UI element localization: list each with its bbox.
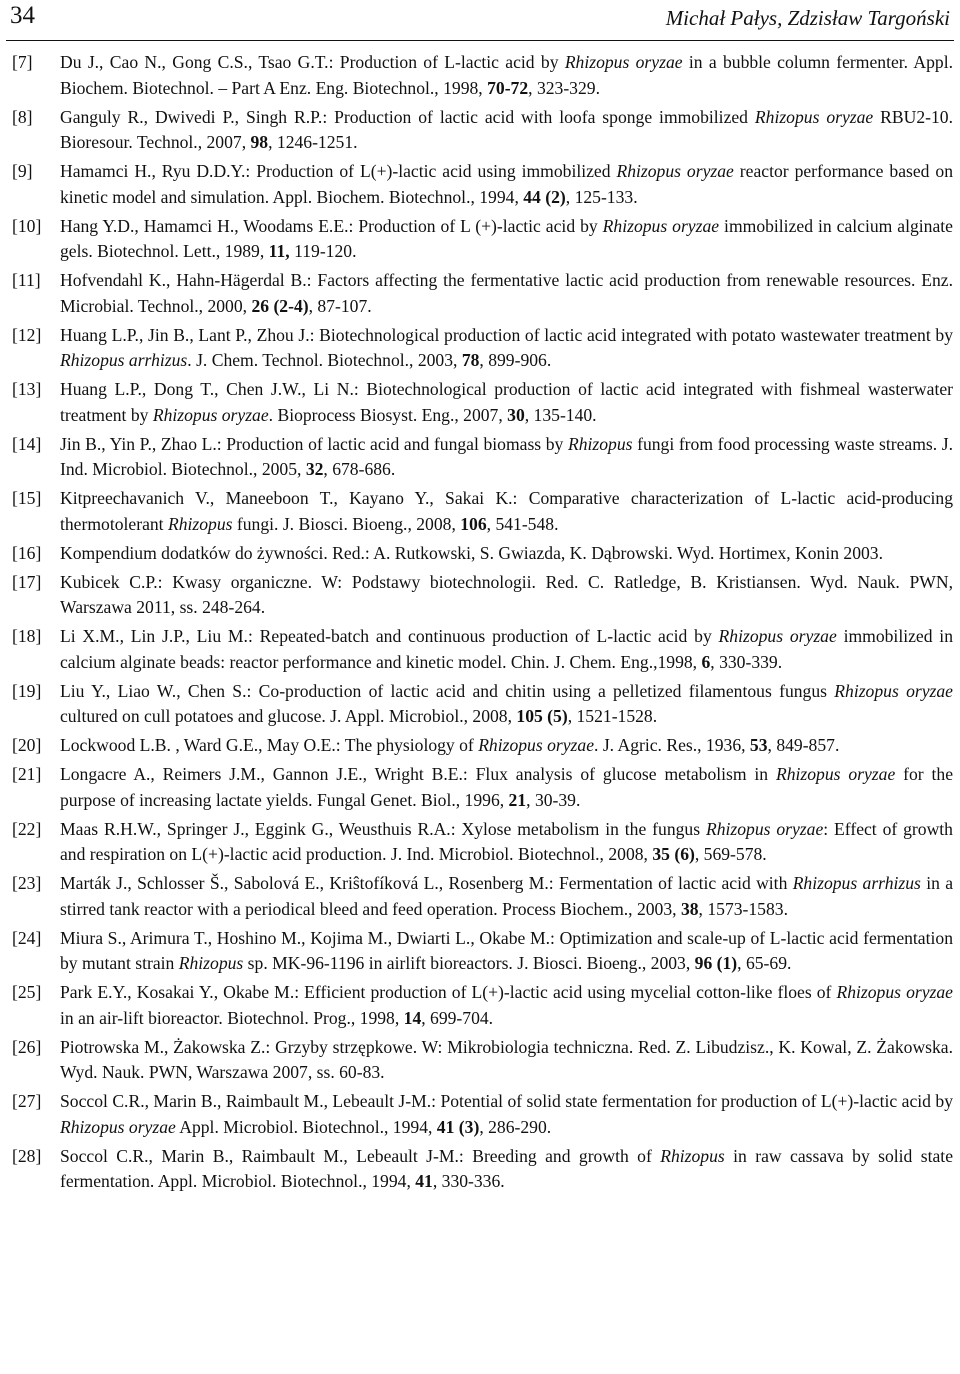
reference-item (12, 50, 953, 101)
reference-number: [7] (12, 52, 33, 72)
reference-text: reactor performance based on kinetic model and simulation. Appl. Biochem. Biotechnol., 1994, (60, 161, 953, 207)
reference-text: , 65-69. (737, 953, 792, 973)
reference-text: fungi from food processing waste streams. J. Ind. Microbiol. Biotechnol., 2005, (60, 433, 953, 479)
reference-text: Miura S., Arimura T., Hoshino M., Kojima M., Dwiarti L., Okabe M.: Optimization and scale-up of L-lactic acid fermentation by mutant strain (60, 927, 953, 973)
volume-number: 11, (268, 241, 290, 261)
reference-number: [22] (12, 818, 42, 839)
reference-text: Kubicek C.P.: Kwasy organiczne. W: Podstawy biotechnologii. Red. C. Ratledge, B. Kristiansen. Wyd. Nauk. PWN, Warszawa 2011, ss. 248-264. (60, 571, 953, 617)
reference-text: cultured on cull potatoes and glucose. J. Appl. Microbiol., 2008, (60, 706, 517, 726)
volume-number: 41 (415, 1171, 433, 1191)
reference-number: [19] (12, 680, 42, 701)
volume-number: 70-72 (487, 77, 529, 98)
reference-text: , 125-133. (565, 186, 638, 207)
species-name: Rhizopus arrhizus (60, 350, 188, 370)
reference-number: [13] (12, 379, 42, 399)
reference-text: Liu Y., Liao W., Chen S.: Co-production of lactic acid and chitin using a pelletized filamentous fungus (60, 680, 835, 701)
volume-number: 32 (305, 459, 324, 479)
reference-text: , 1246-1251. (268, 132, 358, 152)
reference-number: [26] (12, 1036, 42, 1057)
volume-number: 98 (250, 132, 269, 152)
reference-item (12, 214, 953, 265)
reference-text: Soccol C.R., Marin B., Raimbault M., Lebeault J-M.: Potential of solid state fermentation for production of L(+)-lactic acid by (60, 1091, 953, 1111)
reference-text: , 330-339. (710, 651, 783, 672)
reference-text: , 1573-1583. (698, 898, 788, 919)
running-head: Michał Pałys, Zdzisław Targoński (665, 6, 950, 30)
volume-number: 38 (680, 898, 699, 919)
reference-text: , 286-290. (479, 1116, 552, 1137)
reference-text: , 541-548. (486, 513, 559, 534)
reference-text: sp. MK-96-1196 in airlift bioreactors. J. Biosci. Bioeng., 2003, (243, 953, 695, 973)
volume-number: 53 (749, 735, 768, 755)
reference-text: Kompendium dodatków do żywności. Red.: A. Rutkowski, S. Gwiazda, K. Dąbrowski. Wyd. Hortimex, Konin 2003. (60, 542, 884, 563)
reference-text: in raw cassava by solid state fermentation. Appl. Microbiol. Biotechnol., 1994, (60, 1145, 953, 1191)
reference-item (12, 377, 953, 428)
page-header (0, 0, 960, 40)
reference-item (12, 323, 953, 374)
volume-number: 26 (2-4) (251, 295, 309, 316)
page-number: 34 (10, 2, 35, 29)
reference-item (12, 432, 953, 483)
reference-text: fungi. J. Biosci. Bioeng., 2008, (232, 513, 461, 534)
reference-number: [10] (12, 215, 42, 236)
species-name: Rhizopus (167, 513, 233, 534)
reference-number: [14] (12, 433, 42, 454)
reference-text: , 1521-1528. (567, 706, 658, 726)
reference-item (12, 733, 953, 759)
reference-item (12, 268, 953, 319)
reference-item (12, 541, 953, 567)
volume-number: 44 (2) (523, 186, 566, 207)
reference-text: Ganguly R., Dwivedi P., Singh R.P.: Production of lactic acid with loofa sponge immobilized (60, 106, 755, 127)
species-name: Rhizopus oryzae (705, 818, 824, 839)
volume-number: 96 (1) (694, 953, 738, 973)
reference-text: Du J., Cao N., Gong C.S., Tsao G.T.: Production of L-lactic acid by (60, 52, 565, 72)
volume-number: 21 (508, 789, 527, 810)
reference-text: Maas R.H.W., Springer J., Eggink G., Weusthuis R.A.: Xylose metabolism in the fungus (60, 818, 706, 839)
reference-number: [27] (12, 1091, 42, 1111)
volume-number: 6 (701, 651, 711, 672)
reference-text: Soccol C.R., Marin B., Raimbault M., Lebeault J-M.: Breeding and growth of (60, 1145, 661, 1166)
reference-text: immobilized in calcium alginate gels. Biotechnol. Lett., 1989, (60, 215, 953, 261)
species-name: Rhizopus oryzae (60, 1116, 176, 1137)
reference-item (12, 817, 953, 868)
reference-number: [9] (12, 161, 33, 181)
species-name: Rhizopus arrhizus (792, 873, 921, 893)
reference-text: Hang Y.D., Hamamci H., Woodams E.E.: Production of L (+)-lactic acid by (60, 215, 603, 236)
reference-text: , 699-704. (421, 1007, 494, 1028)
reference-text: Lockwood L.B. , Ward G.E., May O.E.: The physiology of (60, 735, 479, 755)
species-name: Rhizopus oryzae (478, 735, 595, 755)
species-name: Rhizopus oryzae (616, 161, 734, 181)
species-name: Rhizopus oryzae (718, 626, 837, 646)
reference-number: [25] (12, 982, 42, 1002)
reference-text: immobilized in calcium alginate beads: reactor performance and kinetic model. Chin. J. Chem. Eng.,1998, (60, 626, 953, 672)
reference-text: in a bubble column fermenter. Appl. Biochem. Biotechnol. – Part A Enz. Eng. Biotechnol., 1998, (60, 52, 953, 98)
species-name: Rhizopus (567, 433, 633, 454)
reference-text: , 30-39. (526, 789, 581, 810)
reference-item (12, 762, 953, 813)
reference-text: Longacre A., Reimers J.M., Gannon J.E., Wright B.E.: Flux analysis of glucose metabolism in (60, 764, 776, 784)
reference-item (12, 871, 953, 922)
volume-number: 41 (3) (436, 1116, 480, 1137)
reference-number: [15] (12, 488, 42, 508)
reference-text: Jin B., Yin P., Zhao L.: Production of lactic acid and fungal biomass by (60, 433, 568, 454)
reference-text: Huang L.P., Dong T., Chen J.W., Li N.: Biotechnological production of lactic acid integrated with fishmeal wasterwater treatment by (60, 379, 953, 425)
reference-number: [8] (12, 106, 33, 127)
reference-item (12, 624, 953, 675)
species-name: Rhizopus oryzae (152, 404, 269, 425)
reference-number: [18] (12, 626, 42, 646)
reference-text: RBU2-10. Bioresour. Technol., 2007, (60, 106, 953, 152)
reference-item (12, 980, 953, 1031)
reference-item (12, 570, 953, 621)
reference-text: Kitpreechavanich V., Maneeboon T., Kayano Y., Sakai K.: Comparative characterization of L-lactic acid-producing thermotolerant (60, 488, 953, 534)
species-name: Rhizopus oryzae (836, 982, 953, 1002)
reference-number: [21] (12, 764, 42, 784)
species-name: Rhizopus oryzae (564, 52, 683, 72)
reference-item (12, 105, 953, 156)
reference-text: Huang L.P., Jin B., Lant P., Zhou J.: Biotechnological production of lactic acid integrated with potato wastewater treatment by (60, 324, 953, 345)
reference-item (12, 159, 953, 210)
reference-text: 119-120. (289, 241, 357, 261)
reference-item (12, 486, 953, 537)
reference-item (12, 679, 953, 730)
species-name: Rhizopus oryzae (775, 764, 896, 784)
species-name: Rhizopus (660, 1145, 725, 1166)
volume-number: 105 (5) (516, 706, 568, 726)
reference-text: for the purpose of increasing lactate yields. Fungal Genet. Biol., 1996, (60, 764, 954, 810)
reference-item (12, 1035, 953, 1086)
reference-text: Appl. Microbiol. Biotechnol., 1994, (175, 1116, 437, 1137)
reference-item (12, 926, 953, 977)
reference-list (12, 50, 953, 1195)
species-name: Rhizopus oryzae (754, 106, 874, 127)
reference-text: . J. Chem. Technol. Biotechnol., 2003, (187, 350, 462, 370)
reference-text: . Bioprocess Biosyst. Eng., 2007, (268, 404, 508, 425)
reference-text: : Effect of growth and respiration on L(+)-lactic acid production. J. Ind. Microbiol. Biotechnol., 2008, (60, 818, 953, 864)
reference-text: , 678-686. (323, 459, 396, 479)
reference-text: Piotrowska M., Żakowska Z.: Grzyby strzępkowe. W: Mikrobiologia techniczna. Red. Z. Libudzisz., K. Kowal, Z. Żakowska. Wyd. Nauk. PWN, Warszawa 2007, ss. 60-83. (60, 1036, 953, 1082)
reference-number: [20] (12, 735, 42, 755)
reference-text: Marták J., Schlosser Š., Sabolová E., Kriŝtofíková L., Rosenberg M.: Fermentation of lactic acid with (60, 873, 793, 893)
reference-text: in an air-lift bioreactor. Biotechnol. Prog., 1998, (60, 1007, 404, 1028)
reference-text: , 87-107. (308, 295, 372, 316)
volume-number: 78 (461, 350, 480, 370)
reference-text: , 849-857. (767, 735, 840, 755)
reference-text: , 135-140. (524, 404, 597, 425)
species-name: Rhizopus oryzae (834, 680, 953, 701)
reference-number: [17] (12, 571, 42, 592)
reference-item (12, 1089, 953, 1140)
reference-number: [24] (12, 927, 42, 948)
volume-number: 106 (460, 513, 487, 534)
species-name: Rhizopus (178, 953, 244, 973)
volume-number: 14 (403, 1007, 422, 1028)
reference-number: [16] (12, 542, 42, 563)
reference-text: , 330-336. (432, 1171, 505, 1191)
reference-text: Park E.Y., Kosakai Y., Okabe M.: Efficient production of L(+)-lactic acid using mycelial cotton-like floes of (60, 982, 837, 1002)
reference-text: Hamamci H., Ryu D.D.Y.: Production of L(+)-lactic acid using immobilized (60, 161, 617, 181)
reference-text: . J. Agric. Res., 1936, (594, 735, 750, 755)
volume-number: 30 (507, 404, 525, 425)
reference-number: [12] (12, 324, 42, 345)
reference-number: [28] (12, 1145, 42, 1166)
reference-item (12, 1144, 953, 1195)
reference-text: Hofvendahl K., Hahn-Hägerdal B.: Factors affecting the fermentative lactic acid production from renewable resources. Enz. Microbial. Technol., 2000, (60, 270, 953, 316)
volume-number: 35 (6) (652, 844, 695, 864)
reference-text: , 899-906. (479, 350, 552, 370)
reference-text: in a stirred tank reactor with a periodical bleed and feed operation. Process Biochem., 2003, (60, 873, 953, 919)
reference-text: , 569-578. (694, 844, 767, 864)
species-name: Rhizopus oryzae (602, 215, 720, 236)
reference-number: [23] (12, 873, 42, 893)
reference-number: [11] (12, 270, 41, 290)
reference-text: Li X.M., Lin J.P., Liu M.: Repeated-batch and continuous production of L-lactic acid by (60, 626, 719, 646)
header-rule (6, 40, 954, 41)
reference-text: , 323-329. (528, 77, 600, 98)
